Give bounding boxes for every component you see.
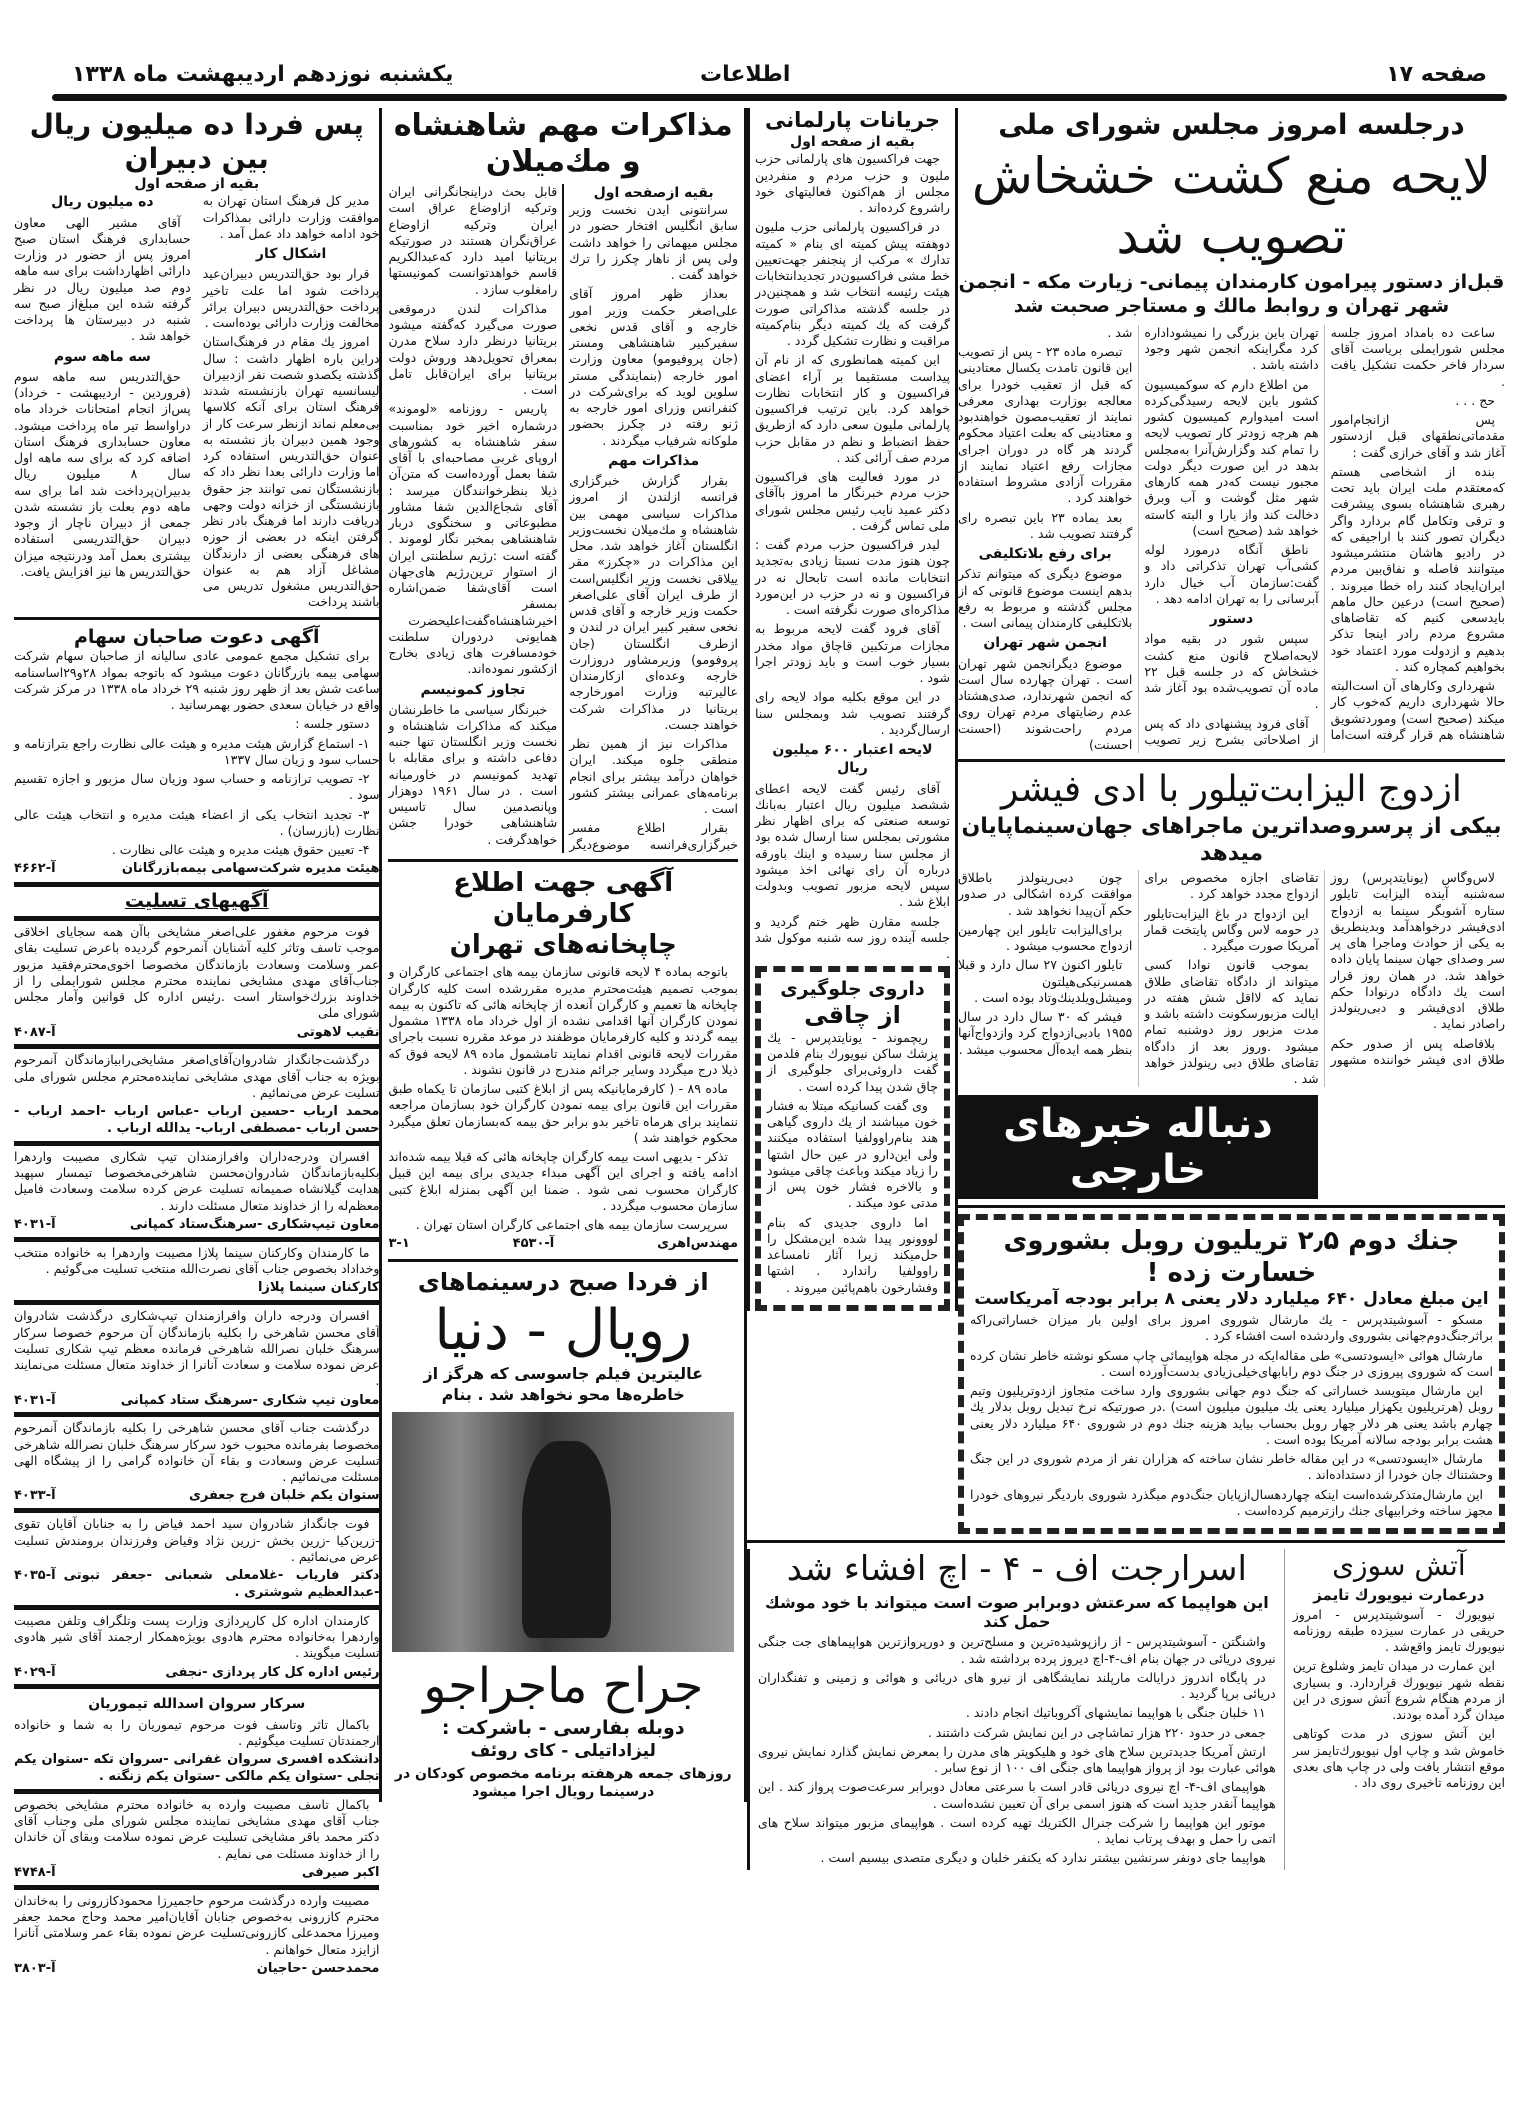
paragraph: جمعی در حدود ۲۲۰ هزار تماشاچی در این نمایش شرکت داشتند . [927,1724,1266,1740]
article-body [755,151,950,962]
paragraph: واشنگتن - آسوشیتدپرس - از رازپوشیده‌ترین و مسلح‌ترین و دورپروازترین هواپیماهای جت جنگی نیروی دریائی در جهان بنام اف‌-۴-اچ دیروز پرده برداشته شد . [758,1634,1276,1666]
paragraph: این آتش سوزی در مدت کوتاهی خاموش شد و چاپ اول نیویورك‌تایمز سر موقع انتشار یافت ولی در چاپ های بعدی این روزنامه تاخیری روی داد . [1292,1726,1505,1791]
paragraph: اما داروی جدیدی که بنام لووونور پیدا شده این‌مشکل را حل‌میکند زیرا آثار نامساعد راوولفیا راندارد . اشتها وفشارخون باهم‌پائین میروند . [767,1214,938,1295]
agenda-item: ۴- تعیین حقوق هیئت مدیره و هیئت عالی نظارت . [111,842,370,858]
condolence-notices [14,882,379,1980]
paragraph: امروز یك مقام در فرهنگ‌استان دراین باره اظهار داشت : سال گذشته یکصدو شصت نفر ازدبیران لیسانسیه تهران بازنشسته شدند فرهنگ استان برای آنکه کلاسها بی‌معلم نماند ازنظر سرعت کار از وجود همین دبیران باز نشسته به عنوان حق‌التدریس استفاده کرد اما وزارت دارائی بعدا نظر داد که بازنشستگان نمی توانند جز حقوق بازنشستگی از خزانه دولت وجهی دریافت دارند اما فرهنگ بادر نظر گرفتن اینکه در بعضی از حوزه های فرهنگی بعضی از دارندگان مشاغل آزاد هم به عنوان حق‌التدریس مشغول تدریس می باشند پرداخت [202,334,380,610]
film-still-photo [392,1412,734,1652]
notice-signer: معاون تیپ شکاری -سرهنگ ستاد کمپانی [120,1392,380,1408]
paragraph: ریچموند - یونایتدپرس - یك پزشك ساکن نیویورك بنام فلدمن گفت داروئی‌برای جلوگیری از چاق شدن پیدا کرده است . [767,1029,938,1094]
notice-headline: آگهی دعوت صاحبان سهام [73,625,320,648]
paragraph: هواپیما جای دونفر سرنشین بیشتر ندارد که یکنفر خلبان و دیگری متصدی بیسیم است . [820,1850,1266,1866]
paragraph: در مورد فعالیت های فراکسیون حزب مردم خبرنگار ما امروز باآقای دکتر عمید نایب رئیس مجلس شورای ملی تماس گرفت . [755,469,950,533]
issue-date: یکشنبه نوزدهم اردیبهشت ماه ۱۳۳۸ [72,62,454,87]
notice-text: درگذشت‌جانگداز شادروان‌آقای‌اصغر مشایخی‌رابیازماندگان آنمرحوم بویژه به جناب آقای مهدی مشایخی نماینده‌محترم مجلس شورای ملی تسلیت عرض می‌نمائیم . [14,1052,380,1100]
article-f4h [747,1549,1285,1869]
cast-label: - باشرکت : [441,1716,547,1739]
ad-code: آ-۴۰۳۵ [14,1568,56,1584]
condolence-notice [14,1684,379,1788]
column-b [379,108,747,1802]
article-headline: اسرارجت اف - ۴ - اچ افشاء شد [786,1549,1247,1590]
notice-signer: محمدحسن -حاجیان [256,1960,380,1976]
notice-title: سرکار سروان اسدالله تیموریان [88,1696,306,1713]
article-subhead: این مبلغ معادل ۶۴۰ میلیارد دلار یعنی ۸ برابر بودجه آمریکاست [974,1288,1489,1309]
paragraph: تذکر - بدیهی است بیمه کارگران چاپخانه هائی که قبلا بیمه شده‌اند ادامه یافته و اجرای این آگهی مبداء جدیدی برای بیمه این قبیل کارگران محسوب نمی شود . ضمنا این آگهی بمنزله ابلاغ کتبی سازمان محسوب میگردد . [388,1149,738,1213]
section-heading: برای رفع بلاتکلیفی [978,546,1112,563]
paragraph: برای تشکیل مجمع عمومی عادی سالیانه از صاحبان سهام شرکت سهامی بیمه بازرگانان دعوت میشود که باتوجه بمواد ۲۸و۲۹اساسنامه ساعت شش بعد از ظهر روز شنبه ۲۹ خرداد ماه ۱۳۳۸ در مرکز شرکت واقع در خیابان سعدی حضور بهمرسانید . [14,648,380,713]
notice-signer: دانشکده افسری سروان غفرانی -سروان تکه -ستوان یکم تجلی -ستوان یکم مالکی -ستوان یکم زنگنه . [14,1752,380,1785]
agenda-item: ۲- تصویب ترازنامه و حساب سود وزیان سال مزبور و اجازه تقسیم سود . [14,771,380,803]
paragraph: جهت فراکسیون های پارلمانی حزب ملیون و حزب مردم و منفردین مجلس از هم‌اکنون فعالیتهای خود راشروع کرده‌اند . [755,151,950,216]
article-subhead: درعمارت نیویورك تایمز [1313,1585,1485,1604]
article-war-losses [958,1214,1505,1534]
notice-body [14,648,379,878]
ad-code: آ-۴۰۳۱ [14,1216,56,1232]
notice-signer: محمد ارباب -حسین ارباب -عباس ارباب -احمد ارباب - حسن ارباب -مصطفی ارباب- یدالله ارباب . [14,1104,380,1137]
ad-tagline: عالیترین فیلم جاسوسی که هرگز از خاطره‌ها محو نخواهد شد . بنام [423,1364,704,1405]
bottom-row [747,1549,1505,1869]
article-body [1293,1607,1505,1792]
article-subhead: بیکی از پرسروصداترین ماجراهای جهان‌سینماپایان میدهد [961,814,1502,866]
paragraph: حج . . . [1455,392,1495,408]
paragraph: جلسه مقارن ظهر ختم گردید و جلسه آینده روز سه شنبه موکول شد . [755,913,950,961]
paragraph: ارتش آمریکا جدیدترین سلاح های خود و هلیکوپتر های مدرن را بمعرض نمایش گذارد نمایش نیروی هوائی عبارت بود از پرواز هواپیما های جنگی اف ۱۰۰ از نوع سابر . [758,1743,1276,1775]
paragraph: بعد بماده ۲۳ باین تبصره رای گرفتند تصویب شد . [957,509,1133,541]
section-heading: تجاوز کمونیسم [420,681,526,698]
paragraph: ماده ۸۹ - ( کارفرمایانیکه پس از ابلاغ کتبی سازمان تا یکماه طبق مقررات این قانون برای بیمه نمودن کارگران خود بسازمان مراجعه ننمایند برای هرماه تاخیر بدو برابر حق بیمه که‌بسازمان تعلق میگیرد محکوم خواهند شد ) [388,1081,738,1145]
article-medicine [755,966,950,1311]
section-heading: مذاکرات مهم [608,452,700,469]
paragraph: باتوجه بماده ۴ لایحه قانونی سازمان بیمه های اجتماعی کارگران و بموجب تصمیم هیئت‌محترم مدیره مقررشده است کلیه کارگران چاپخانه ها تعمیم و کارگران آنعده از چاپخانه هائی که تاکنون به بیمه نمودن کارگران آنها اقدامی نشده از اول خرداد ماه ۱۳۳۸ مشمول بیمه گردند و کلیه کارفرمایان موظفند در موعد مقرره نسبت باجرای مقررات لایحه قانونی اقدام نمایند تامشمول ماده ۸۹ لایحه فوق که ذیلا درج میگردد وسایر جرائم مندرج در قانون نشوند . [388,964,738,1077]
engineer-name: مهندس‌اهری [657,1236,738,1252]
paragraph: لیدر فراکسیون حزب مردم گفت : چون هنوز مدت نسبتا زیادی به‌تجدید انتخابات مانده است تابحال نه در فراکسیون و نه در حزب در این‌مورد مذاکره‌ای صورت نگرفته است . [755,537,950,618]
agenda-item: ۱- استماع گزارش هیئت مدیره و هیئت عالی نظارت راجع بترازنامه و حساب سود و زیان سال ۱۳۳۷ [14,735,380,767]
article-body [970,1312,1493,1519]
continued-note: بقیه ازصفحه اول [593,185,714,201]
article-body [958,325,1505,753]
condolence-notice [14,1605,379,1685]
paragraph: موضوع دیگرانجمن شهر تهران است . تهران چهارده سال است که انجمن شهرندارد، صدی‌هشتاد عدم رضایتهای مردم تهران روی مردم راحت‌شوند (احسنت احسنت) [957,655,1133,752]
newspaper-name: اطلاعات [700,62,791,87]
masthead [0,0,1517,104]
condolence-notice [14,1412,379,1508]
notice-signer: ستوان یکم خلبان فرج جعفری [188,1488,380,1504]
notice-headline: چاپخانه‌های تهران [449,930,677,961]
condolence-notice [14,1300,379,1412]
paragraph: آقای فرود گفت لایحه مربوط به مجازات مرتکبین قاچاق مواد مخدر بسیار خوب است و باید زودتر اجرا شود . [755,621,950,686]
paragraph: من اطلاع دارم که سوکمیسیون کشور باین لایحه رسیدگی‌کرده است امیدوارم کمیسیون کشور هم هرچه زودتر کار تصویب لایحه را تمام کند وگزارش‌آنرا به‌مجلس بدهد در این صورت دیگر دولت مجبور نیست که‌در همه کارهای شهر مثل گوشت و آب وبرق دخالت کند واز بارا و البته کاسته خواهد شد (صحیح است) [1144,376,1319,538]
paragraph: پس ازانجام‌امور مقدماتی‌نطقهای قبل ازدستور آغاز شد و آقای خرازی گفت : [1330,412,1505,460]
paragraph: مسکو - آسوشیتدپرس - یك مارشال شوروی امروز برای اولین بار میزان خساراتی‌راکه براثرجنگ‌دوم‌جهانی بشوروی واردشده است افشاء کرد . [969,1312,1493,1344]
notice-signer: هیئت مدیره شرکت‌سهامی بیمه‌بازرگانان [121,861,380,877]
paragraph: بعداز ظهر امروز آقای علی‌اصغر حکمت وزیر امور خارجه و آقای قدس نخعی سفیرکبیر شاهنشاهی ومستر (جان پروفیومو) معاون وزارت امور خارجه (بنمایندگی مستر سلوین لوید که برای‌شرکت در کنفرانس وزرای امور خارجه به ژنو رفته در چکرز بحضور ملوکانه شرفیاب میگردند . [569,286,738,448]
article-parliament [755,108,950,962]
paragraph: لاس‌وگاس (یونایتدپرس) روز سه‌شنبه آینده الیزابت تایلور ستاره آشوبگر سینما به ازدواج ادی‌فیشر درخواهدآمد وبدینطریق به یکی از حوادث وماجرا های پر سر وصدای جهان سینما پایان داده خواهد شد. در همان روز قرار است یك دادگاه درنوادا حکم طلاق ادی‌فیشر و دبی‌رینولدز راصادر نماید . [1330,870,1505,1032]
paragraph: موتور این هواپیما را شرکت جنرال الکتریك تهیه کرده است . هواپیمای مزبور میتواند سلاح های اتمی را حمل و بهدف پرتاب نماید . [758,1814,1276,1846]
paragraph: موضوع دیگری که میتوانم تذکر بدهم اینست موضوع قانونی که از مجلس گذشته و مربوط به رفع بلاتکلیفی کارمندان پیمانی است . [957,566,1133,631]
article-body [388,184,738,853]
ad-theaters: رویال - دنیا [434,1298,693,1364]
article-headline: داروی جلوگیری [780,978,925,1001]
paragraph: مذاکرات لندن درموقعی صورت می‌گیرد که‌گفته میشود بریتانیا درنظر دارد سلاح مدرن بمعراق تحویل‌دهد وروش دولت بریتانیا برای ایران‌قابل تامل است . [388,300,558,397]
condolence-notice [14,1044,379,1141]
paragraph: ۱۱ خلبان جنگی با هواپیما نمایشهای آکروباتیك انجام دادند . [965,1705,1266,1721]
section-heading: ده میلیون ریال [51,194,154,211]
section-rule [14,617,379,620]
paragraph: بقرار اطلاع مفسر خبرگزاری‌فرانسه موضوع‌دیگر قابل بحث دراینجانگرانی ایران وترکیه ازاوضاع عراق است ایران وترکیه ازاوضاع عراق‌نگران هستند در صورتیکه بریتانیا امید دارد که‌عبدالکریم قاسم خواهدتوانست کمونیستها رامغلوب سازد . [388,184,738,852]
condolence-list [14,916,379,1981]
paragraph: ساعت ده بامداد امروز جلسه مجلس شورایملی بریاست آقای سردار فاخر حکمت تشکیل یافت . [1330,324,1505,389]
agenda-item: ۳- تجدید انتخاب یکی از اعضاء هیئت مدیره و انتخاب هیئت عالی نظارت (بازرسان) . [14,806,380,838]
notice-text: فوت مرحوم مغفور علی‌اصغر مشایخی باآن همه سجایای اخلاقی موجب تاسف وتاثر کلیه آشنایان آنمرحوم گردیده باعرض تسلیت بقای عمر وسلامت وسعادت بازماندگان مخصوصا اخوی‌محترم‌فقید مزبور جناب‌آقای مهدی مشایخی نماینده محترم مجلس شورایملی را از خداوند بزرك‌خواستار است .رئیس اداره کل قوانین وآمار مجلس شورای ملی [14,924,380,1021]
column-c [747,108,958,1311]
article-headline: لایحه منع کشت خشخاش تصویب شد [971,146,1492,265]
notice-signer: رئیس اداره کل کار پردازی -نجفی [165,1664,380,1680]
paragraph: این مارشال میتویسد خساراتی که جنگ دوم جهانی بشوروی وارد ساخت متجاوز ازدوتریلیون وتیم روبل (هرتریلیون یکهزار میلیارد یعنی یك میلیون میلیون است) .در صورتیکه نرخ تبدیل روبل بدلار یك چهارم باشد یعنی هر دلار چهار روبل بحساب بیاید هزینه جنك دوم در شوروی ۶۴۰ میلیارد دلار یعنی هشت برابر بودجه سالانه آمریکا بوده است . [969,1383,1493,1447]
section-heading: لایحه اعتبار ۶۰۰ میلیون ریال [772,742,933,777]
paragraph: شهرداری وکارهای آن است‌البته حالا شهرداری داریم که‌خوب کار میکند (صحیح است) ومورد‌تشویق شاهنشاه هم قرار گرفته است‌اما تهران باین بزرگی را نمیشوداداره کرد مگراینکه انجمن شهر وجود داشته باشد . [1144,324,1505,742]
ad-code: آ-۳۸۰۳ [14,1960,56,1976]
continued-note: بقیه از صفحه اول [134,176,260,193]
ad-code: آ-۴۰۳۱ [14,1392,56,1408]
column-d [958,108,1505,1534]
article-subhead: این هواپیما که سرعتش دوبرابر صوت است میتواند با خود موشك حمل کند [765,1592,1269,1632]
section-heading: انجمن شهر تهران [983,635,1107,652]
condolence-notice [14,1789,379,1885]
section-rule [388,1259,738,1262]
paragraph: سرانتونی ایدن نخست وزیر سابق انگلیس افتخار حضور در مجلس میهمانی را خواهد داشت ولی پس از ناهار چکرز را ترك خواهد گفت . [569,202,738,283]
article-teachers [14,108,379,611]
masthead-rule [52,94,1507,101]
notice-text: ما کارمندان وکارکنان سینما پلازا مصیبت واردهرا به خانواده منتخب وخداداد بخصوص جناب آقای نصرت‌الله منتخب تسلیت می‌گوئیم . [14,1244,380,1277]
notice-text: باکمال تاثر وتاسف فوت مرحوم تیموریان را به شما و خانواده ارجمندتان تسلیت میگوئیم . [14,1716,380,1748]
film-title: جراح ماجراجو [423,1657,704,1714]
cinema-ad [388,1268,738,1801]
paragraph: چون دبی‌رینولدز باطلاق موافقت کرده اشکالی در صدور حکم آن‌پیدا نخواهد شد . [957,870,1133,918]
ad-line: از فردا صبح درسینماهای [417,1268,709,1297]
section-heading: آگهیهای تسلیت [124,890,269,913]
right-area [747,108,1509,1870]
paragraph: برای‌الیزابت تایلور این چهارمین ازدواج محسوب میشود . [957,921,1133,954]
article-talks [388,108,738,853]
condolence-notice [14,916,379,1044]
section-heading: اشکال کار [255,246,327,263]
paragraph: در این موقع بکلیه مواد لایحه رای گرفتند تصویب شد وبمجلس سنا ارسال‌گردید . [755,689,950,737]
paragraph: سپس شور در بقیه مواد لایحه‌اصلاح قانون منع کشت خشخاش که در جلسه قبل ۲۲ ماده آن تصویب‌شده بود آغاز شد . [1144,631,1319,712]
paragraph: نیویورك - آسوشیتدپرس - امروز حریقی در عمارت سیزده طبقه روزنامه نیویورك تایمز واقع‌شد . [1292,1606,1505,1655]
page-columns [0,104,1517,1991]
paragraph: پاریس - روزنامه «لوموند» درشماره اخیر خود بمناسبت سفر شاهنشاه به کشورهای اروپای غربی مصاحبه‌ای با آقای شفا بعمل آورده‌است که متن‌آن ذیلا بنظرخوانندگان میرسد : آقای شجاع‌الدین شفا مشاور مطبوعاتی و سخنگوی دربار شاهنشاهی بمخبر نگار لوموند . گفته است :رژیم سلطنتی ایران از استوار ترین‌رژیم های‌جهان است آقای‌شفا ضمن‌اشاره بمسفر اخیرشاهنشاه‌گفت‌اعلیحضرت همایونی دردوران سلطنت خودمسافرت های زیادی بخارج ازکشور نموده‌اند. [388,401,558,677]
ad-note: روزهای جمعه هرهفته برنامه مخصوص کودکان در درسینما رویال اجرا میشود [394,1766,732,1801]
notice-signer: معاون تیپ‌شکاری -سرهنگ‌ستاد کمپانی [129,1216,380,1232]
paragraph: تبصره ماده ۲۳ - پس از تصویب این قانون تامدت یکسال معتادینی که قبل از تعقیب خودرا برای معالجه بوزارت بهداری معرفی نمایند از تعقیب‌مصون خواهندبود و معتادینی که بعلت اعتیاد محکوم گردند هر گاه در دوران اجرای مجازات رفع اعتیاد نمایند از مقررات آزادی مشروط استفاده خواهند کرد . [957,344,1133,506]
section-rule [958,759,1505,762]
paragraph: قرار بود حق‌التدریس دبیران‌عید پرداخت شود اما علت تاخیر پرداخت حق‌التدریس دبیران برائر مخالفت وزارت دارائی بوده‌است . [202,266,380,331]
condolence-notice [14,1508,379,1605]
article-taylor [958,768,1505,1199]
continued-note: بقیه از صفحه اول [790,134,915,151]
paragraph: در فراکسیون پارلمانی حزب ملیون دوهفته پیش کمیته ای بنام « کمیته تدارك » مرکب از پنجنفر جهت‌تعیین خط مشی فراکسیون‌در تجدیدانتخابات هیئت رئیسه انتخاب شد و همچنین‌در در جلسه گذشته مذاکراتی صورت گرفت که یك کمیته دیگر بنام‌کمیته مراقبت و نظارت تشکیل گردد . [755,219,950,349]
article-headline: مذاکرات مهم شاهنشاه و مك‌میلان [393,108,733,179]
article-majlis [958,108,1505,753]
ad-code: آ-۴۷۴۸ [14,1864,56,1880]
section-rule [388,859,738,862]
paragraph: بقرار گزارش خبرگزاری فرانسه ازلندن از امروز مذاکرات سیاسی مهمی بین شاهنشاه و مك‌میلان نخست‌وزیر انگلستان آغاز خواهد شد. محل این مذاکرات در «چکرز» مقر ییلاقی نخست وزیر انگلیس‌است از طرف ایران آقای علی‌اصغر حکمت وزیر خارجه و آقای قدس نخعی سفیر کبیر ایران در لندن و ازطرف انگلستان (جان پروفومو) وزیرمشاور دروزارت خارجه وعده‌ای ازکارمندان عالیرتبه وزارت امورخارجه بریتانیا در مذاکرات شرکت خواهند جست. [569,473,738,732]
notice-signer: اکبر صیرفی [301,1864,380,1880]
dubbed-label: دوبله بفارسی [553,1716,685,1739]
paragraph: بنده از اشخاصی هستم که‌معتقدم ملت ایران باید تحت رهبری شاهنشاه بسوی پیشرفت و ترقی وتکامل گام بردارد واگر دیگران تصور کنند با اراجیفی که در رادیو هاشان منتشرمیشود میتوانند فاصله و نفاق‌بین مردم ایران‌ایجاد کنند راه خطا میروند . (صحیح است) درعین حال ماهم بایدسعی کنیم که تقاضاهای مشروع مردم رادر اینجا تذکر بدهیم و ازدولت مورد اعتماد خود بخواهیم کمچاره کند . [1330,463,1505,674]
notice-signer: سرپرست سازمان بیمه های اجتماعی کارگران استان تهران . [415,1217,728,1233]
paragraph: تایلور اکنون ۲۷ سال دارد و قبلا همسرنیکی‌هیلتون ومیشل‌ویلدینك‌وتاد بوده است . [957,957,1133,1005]
article-subhead: قبل‌از دستور پیرامون کارمندان پیمانی- زیارت مکه - انجمن شهر تهران و روابط مالك و مستاجر صحبت شد [958,270,1505,318]
notice-signer: نقیب لاهوتی [296,1024,380,1040]
article-headline: جریانات پارلمانی [764,108,940,132]
article-headline: جنك دوم ۲٫۵ تریلیون روبل بشوروی خسارت زده ! [1003,1226,1460,1288]
notice-text: کارمندان اداره کل کارپردازی وزارت پست وتلگراف وتلفن مصیبت واردهرا به‌خانواده محترم هادوی بویژه‌همکار ارجمند آقای شیر هادوی تسلیت میگویند . [14,1612,380,1661]
notice-text: مصیبت وارده درگذشت مرحوم حاجمیرزا محمودکازرونی را به‌خاندان محترم کازرونی به‌خصوص جنابان آقایان‌امیر محمد وحاج محمد جعفر ومیرزا محمدعلی کازرونی‌تسلیت عرض نموده بقاء عمر وسلامتی آنانرا ازایزد متعال خواهانم . [14,1892,380,1957]
section-heading: سه ماهه سوم [53,348,151,365]
paragraph: ناطق آنگاه درمورد لوله کشی‌آب تهران تذکراتی داد و گفت:سازمان آب خیال دارد آبرسانی را به تهران ادامه دهد . [1144,542,1319,606]
paragraph: مارشال «ایسودتسی» در این مقاله خاطر نشان ساخته که هزاران نفر از مردم شوروی در این جنگ وحشتناك جان خودرا از دستداده‌اند . [969,1451,1493,1483]
paragraph: این مارشال‌متذکرشده‌است اینکه چهاردهسال‌ازپایان جنگ‌دوم میگذرد شوروی باردیگر نیروهای خودرا مجهز ساخته وخرابیهای جنك رازترمیم کرده‌است . [969,1486,1493,1518]
notice-text: افسران ودرجه‌داران وافرازمندان تیپ شکاری مصیبت واردهرا بکلیه‌بازماندگان شادروان‌محسن شاهرخی‌مخصوصا تیمسار سپهبد هدایت گیلانشاه صمیمانه تسلیت عرض کرده سلامت وسعادت فامیل معظم‌له را از خداوند متعال مسئلت دارند . [14,1148,380,1213]
paragraph: خبرنگار سیاسی ما خاطرنشان میکند که مذاکرات شاهنشاه و نخست وزیر انگلستان تنها جنبه دفاعی داشته و برای مقابله با تهدید کمونیسم در خاورمیانه است . در سال ۱۹۶۱ دوهزار وپانصدمین سال تاسیس شاهنشاهی خودرا جشن خواهدگرفت . [388,701,558,847]
notice-text: درگذشت جناب آقای محسن شاهرخی را بکلیه بازماندگان آنمرحوم مخصوصا بفرمانده محبوب خود سرکار سرهنگ خلبان نصرالله شاهرخی تسلیت عرض وسعادت و بقاء آن خانواده گرامی را از پیشگاه الهی مسئلت می‌نمائیم . [14,1420,380,1485]
section-rule [958,1205,1505,1208]
ad-code: آ-۴۵۳۰ [512,1236,555,1252]
condolence-notice [14,1885,379,1981]
article-headline: ازدوج الیزابت‌تیلور با ادی فیشر [1001,769,1462,811]
paragraph: وی گفت کسانیکه مبتلا به فشار خون میباشند از یك داروی گیاهی هند بنام‌راوولفیا استفاده میکنند ولی این‌دارو در عین حال اشتها را زیاد میکند وباعث چاقی میشود و بالاخره فشار خون پس از مدتی عود میکند . [767,1097,938,1211]
notice-body [388,964,738,1253]
article-headline: پس فردا ده میلیون ریال بین دبیران [29,108,364,175]
notice-signer: دکتر فاریاب -غلامعلی شعبانی -جعفر تبوتی -عبدالعظیم شوشتری . [63,1568,380,1600]
page-number: صفحه ۱۷ [1386,62,1487,87]
notice-text: فوت جانگداز شادروان سید احمد فیاض را به جنابان آقایان تقوی -زرین‌کیا -زرین بخش -زرین نژاد وفیاض وفرزندان برومندش تسلیت عرض می‌نمائیم . [14,1516,380,1564]
cast-names: لیزاداتیلی - کای روئف [470,1741,656,1762]
paragraph: آقای رئیس گفت لایحه اعطای ششصد میلیون ریال اعتبار به‌بانك توسعه صنعتی که برای اظهار نظر مشورتی بمجلس سنا ارسال شده بود از مجلس سنا رسیده و اینك باورقه درباره آن رای نهائی اخذ میشود سپس لایحه مزبور تصویب وبدولت ابلاغ شد . [755,780,950,910]
paragraph: حق‌التدریس سه ماهه سوم (فروردین - اردیبهشت - خرداد) پس‌از انجام امتحانات خرداد ماه دراواسط تیر ماه پرداخت میشود. معاون حسابداری فرهنگ استان اضافه کرد که برای سه ماهه اول سال ۸ میلیون ریال بدبیران‌پرداخت شد اما برای سه ماهه دوم بعلت باز نشسته شدن جمعی از دبیران ناچار از وجود دبیران حق‌التدریسی استفاده بیشتری بعمل آمد ودرنتیجه میزان حق‌التدریس ها نیز افزایش یافت. [14,368,191,579]
paragraph: این عمارت در میدان تایمز وشلوغ ترین نقطه شهر نیویورك قراردارد. و بسیاری از مردم هنگام شروع آتش سوزی در این میدان گرد آمده بودند. [1292,1658,1505,1723]
article-fire [1285,1549,1505,1794]
paragraph: این ازدواج در باغ الیزابت‌تایلور در حومه لاس وگاس پایتخت قمار آمریکا صورت میگیرد . [1144,905,1319,954]
ad-code: آ-۴۶۶۲ [14,861,56,877]
notice-headline: آگهی جهت اطلاع کارفرمایان [453,867,674,930]
paragraph: این کمیته همانطوری که از نام آن پیداست مستقیما بر آراء اعضای فراکسیون و کار انتخابات نظارت خواهد کرد. باین ترتیب فراکسیون پارلمانی ملیون سعی دارد که ازطریق حفظ انضباط و نظم در مقابل حزب مردم صف آرائی کند . [755,352,950,465]
paragraph: مارشال هوائی «ایسودتسی» طی مقاله‌ایکه در مجله هواپیمائی چاپ مسکو نوشته خاطر نشان کرده است که شوروی پیروزی در جنگ دوم رابابهای‌خیلی‌زیادی بدست‌آورده است . [969,1347,1493,1379]
notice-text: افسران ودرجه داران وافرازمندان تیپ‌شکاری درگذشت شادروان آقای محسن شاهرخی را بکلیه بازماندگان آن مرحوم خصوصا سرکار سرهنگ خلبان نصرالله شاهرخی فرمانده معظم تیپ شکاری تسلیت عرض نموده سلامت و سعادت آنانرا از خداوند متعال مسئلت می‌نمایند . [14,1308,380,1389]
paragraph: مدیر کل فرهنگ استان تهران به موافقت وزارت دارائی بمذاکرات خود ادامه خواهد داد عمل آمد . [202,193,380,241]
ad-code: آ-۴۰۸۷ [14,1024,56,1040]
article-body [758,1634,1276,1866]
notice-shareholders [14,626,379,879]
foreign-news-banner: دنباله خبرهای خارجی [958,1095,1318,1199]
paragraph: فیشر که ۳۰ سال دارد در سال ۱۹۵۵ بادبی‌ازدواج کرد وازدواج‌آنها بنظر همه ایده‌آل محسوب میشد . [957,1009,1133,1057]
section-rule [747,1540,1505,1543]
paragraph: آقای مشیر الهی معاون حسابداری فرهنگ استان صبح امروز پس از حضور در وزارت دارائی اظهارداشت برای سه ماهه دوم صد میلیون ریال در نظر گرفته شده این مبلغ‌از صبح سه شنبه در دبیرستان ها پرداخت خواهد شد . [14,214,191,344]
notice-signer: کارکنان سینما پلازا [257,1280,380,1296]
paragraph: دستور جلسه : [295,716,370,732]
condolence-notice [14,1237,379,1300]
paragraph: در پایگاه اندروز درایالت مارپلند نمایشگاهی از نیرو های دریائی و هوائی و زمینی و تفنگداران دریائی برپا گردید . [758,1669,1276,1701]
ad-code: آ-۴۰۳۳ [14,1488,56,1504]
article-body [958,870,1505,1087]
paragraph: بموجب قانون نوادا کسی میتواند از دادگاه تقاضای طلاق نماید که لااقل شش هفته در ایالت مزبورسکونت داشته باشد و مدت مزبور روز دوشنبه تمام میشود .وروز بعد از دادگاه تقاضای طلاق دبی رینولدز خواهد شد . [1144,957,1319,1087]
notice-employers [388,868,738,1253]
paragraph: هواپیمای اف-۴- اچ نیروی دریائی قادر است با سرعتی معادل دوبرابر سرعت‌صوت پرواز کند . این هواپیما آنقدر جدید است که هنوز اسمی برای آن تعیین نشده‌است . [758,1779,1276,1811]
article-body [767,1030,938,1296]
paragraph: بلافاصله پس از صدور حکم طلاق ادی فیشر خواننده مشهور تقاضای اجازه مخصوص برای ازدواج مجدد خواهد کرد . [1144,870,1505,1067]
article-headline: آتش سوزی [1332,1549,1466,1583]
paragraph: مذاکرات نیز از همین نظر منطقی جلوه میکند. ایران خواهان درآمد بیشتر برای انجام برنامه‌های عمرانی بیشتر کشور است . [569,736,738,817]
ad-code: آ-۴۰۲۹ [14,1664,56,1680]
section-heading: دستور [1209,611,1254,628]
paragraph: آقای فرود پیشنهادی داد که پس از اصلاحاتی بشرح زیر تصویب شد . [1107,324,1319,747]
ad-run: ۳-۱ [388,1236,410,1252]
condolence-notice [14,1141,379,1237]
article-body [14,193,379,610]
article-kicker: درجلسه امروز مجلس شورای ملی [998,108,1465,141]
actor-figure [522,1441,611,1638]
column-a [10,108,379,1981]
notice-text: باکمال تاسف مصیبت وارده به خانواده محترم مشایخی بخصوص جناب آقای مهدی مشایخی نماینده مجلس شورای ملی وجناب آقای دکتر محمد باقر مشایخی تسلیت عرض نموده سلامت وبقای آن خاندان را از خداوند مسئلت می نمایم . [14,1796,380,1861]
article-headline: از چاقی [804,1001,901,1030]
